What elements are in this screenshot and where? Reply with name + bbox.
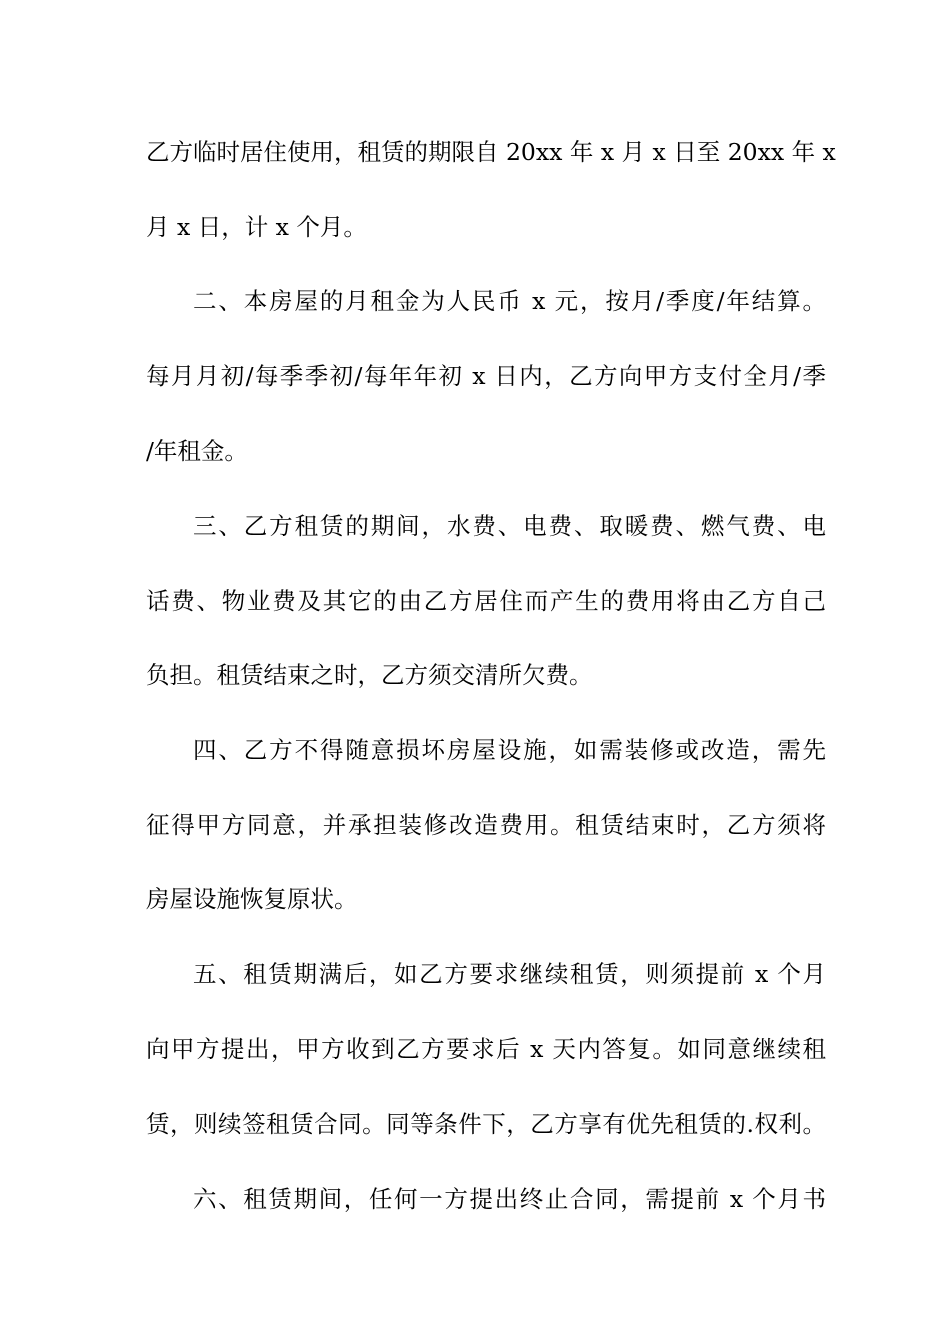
text-line: 月 x 日，计 x 个月。: [146, 213, 367, 241]
text-line: 每月月初/每季季初/每年年初 x 日内，乙方向甲方支付全月/季: [146, 362, 826, 390]
text-line: 向甲方提出，甲方收到乙方要求后 x 天内答复。如同意继续租: [146, 1035, 826, 1063]
text-line: /年租金。: [146, 437, 248, 465]
text-line: 征得甲方同意，并承担装修改造费用。租赁结束时，乙方须将: [146, 811, 826, 839]
paragraph-start-line: 四、乙方不得随意损坏房屋设施，如需装修或改造，需先: [193, 736, 826, 764]
paragraph-start-line: 三、乙方租赁的期间，水费、电费、取暖费、燃气费、电: [193, 512, 826, 540]
paragraph-start-line: 六、租赁期间，任何一方提出终止合同，需提前 x 个月书: [193, 1185, 826, 1213]
paragraph-start-line: 五、租赁期满后，如乙方要求继续租赁，则须提前 x 个月: [193, 960, 826, 988]
paragraph-start-line: 二、本房屋的月租金为人民币 x 元，按月/季度/年结算。: [193, 287, 826, 315]
text-line: 话费、物业费及其它的由乙方居住而产生的费用将由乙方自己: [146, 587, 826, 615]
text-line: 赁，则续签租赁合同。同等条件下，乙方享有优先租赁的.权利。: [146, 1110, 826, 1138]
text-line: 房屋设施恢复原状。: [146, 885, 358, 913]
text-line: 乙方临时居住使用，租赁的期限自 20xx 年 x 月 x 日至 20xx 年 x: [146, 138, 836, 166]
text-line: 负担。租赁结束之时，乙方须交清所欠费。: [146, 661, 593, 689]
